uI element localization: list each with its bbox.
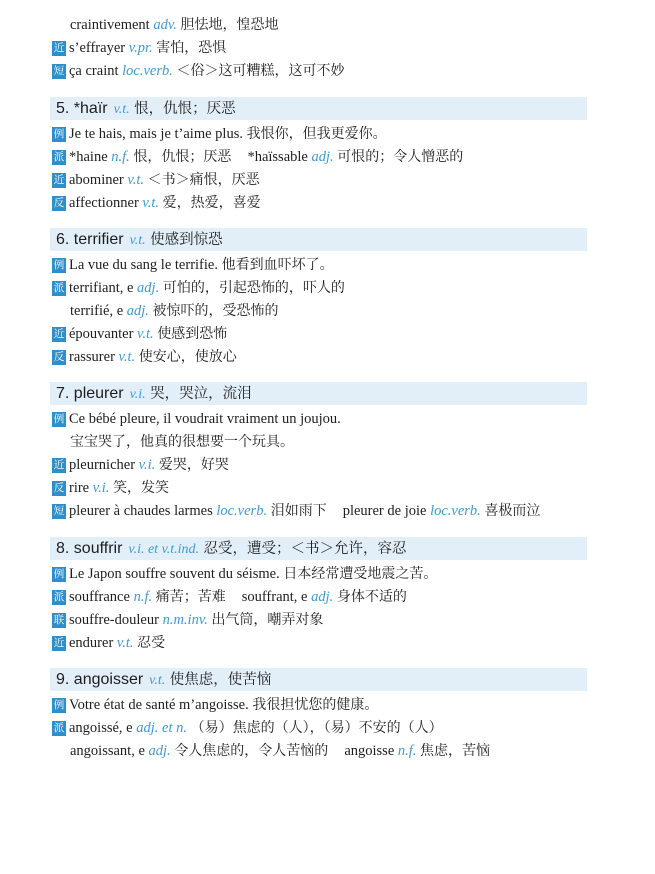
french-term: rassurer <box>69 349 115 365</box>
part-of-speech: v.t. <box>129 233 146 248</box>
chinese-meaning: 忍受 <box>137 635 166 651</box>
french-term: *haine <box>69 149 108 165</box>
french-term: angoissé, e <box>69 720 133 736</box>
part-of-speech: v.i. et v.t.ind. <box>128 542 200 557</box>
chinese-meaning: 爱哭，好哭 <box>158 457 229 473</box>
part-of-speech: v.i. <box>138 457 156 473</box>
example-tag: 例 <box>53 568 65 580</box>
chinese-meaning: 令人焦虑的，令人苦恼的 <box>174 743 329 759</box>
part-of-speech: v.i. <box>92 480 110 496</box>
part-of-speech: n.f. <box>111 149 130 165</box>
entry-line <box>52 60 345 82</box>
part-of-speech: adj. <box>148 743 171 759</box>
synonym-line <box>52 632 165 654</box>
entry-header-hair <box>50 97 587 120</box>
synonym-line <box>52 454 229 476</box>
antonym-tag: 反 <box>53 197 65 209</box>
derivative-line <box>52 277 345 299</box>
entry-headword: 9. angoisser <box>56 671 144 688</box>
french-term: abominer <box>69 172 124 188</box>
part-of-speech: v.pr. <box>128 40 153 56</box>
part-of-speech: adv. <box>153 17 177 33</box>
part-of-speech: v.t. <box>137 326 154 342</box>
french-term: pleurer à chaudes larmes <box>69 503 213 519</box>
french-term: angoisse <box>344 743 395 759</box>
synonym-tag: 近 <box>53 328 65 340</box>
example-line <box>52 694 378 716</box>
derivative-line <box>70 300 279 322</box>
chinese-meaning: 出气筒，嘲弄对象 <box>211 612 324 628</box>
part-of-speech: loc.verb. <box>430 503 481 519</box>
derivative-tag: 派 <box>53 722 65 734</box>
chinese-meaning: 身体不适的 <box>336 589 407 605</box>
derivative-tag: 派 <box>53 591 65 603</box>
part-of-speech: v.t. <box>149 673 166 688</box>
phrase-line <box>52 500 540 522</box>
part-of-speech: v.t. <box>113 102 130 117</box>
french-sentence: La vue du sang le terrifie. <box>69 257 218 273</box>
example-tag: 例 <box>53 259 65 271</box>
french-term: endurer <box>69 635 114 651</box>
antonym-line <box>52 346 237 368</box>
chinese-meaning: 恨，仇恨；厌恶 <box>134 101 236 117</box>
derivative-line <box>52 586 407 608</box>
entry-header-souffrir <box>50 537 587 560</box>
entry-line <box>52 37 226 59</box>
part-of-speech: n.f. <box>397 743 417 759</box>
synonym-line <box>52 323 227 345</box>
part-of-speech: v.i. <box>129 387 146 402</box>
chinese-meaning: 喜极而泣 <box>484 503 541 519</box>
entry-header-terrifier <box>50 228 587 251</box>
part-of-speech: adj. <box>311 149 334 165</box>
example-line <box>52 408 341 430</box>
chinese-meaning: （易）焦虑的（人），（易）不安的（人） <box>190 720 443 736</box>
french-term: terrifié, e <box>70 303 124 319</box>
chinese-meaning: 被惊吓的，受恐怖的 <box>152 303 279 319</box>
french-term: angoissant, e <box>70 743 145 759</box>
french-term: souffrance <box>69 589 130 605</box>
part-of-speech: adj. et n. <box>136 720 187 736</box>
chinese-meaning: 爱，热爱，喜爱 <box>162 195 261 211</box>
entry-header-pleurer <box>50 382 587 405</box>
chinese-meaning: 使安心，使放心 <box>138 349 237 365</box>
derivative-line <box>70 740 490 762</box>
example-translation-line <box>70 431 294 453</box>
french-sentence: Le Japon souffre souvent du séisme. <box>69 566 280 582</box>
french-term: souffre-douleur <box>69 612 159 628</box>
derivative-line <box>52 717 443 739</box>
french-term: épouvanter <box>69 326 134 342</box>
derivative-tag: 派 <box>53 282 65 294</box>
chinese-translation: 宝宝哭了，他真的很想要一个玩具。 <box>70 434 294 450</box>
french-term: *haïssable <box>247 149 308 165</box>
french-term: rire <box>69 480 90 496</box>
antonym-line <box>52 477 169 499</box>
french-term: affectionner <box>69 195 139 211</box>
chinese-meaning: 笑，发笑 <box>113 480 170 496</box>
chinese-meaning: 可恨的；令人憎恶的 <box>337 149 464 165</box>
part-of-speech: n.f. <box>133 589 153 605</box>
derivative-tag: 派 <box>53 151 65 163</box>
chinese-meaning: 使焦虑，使苦恼 <box>169 672 272 688</box>
chinese-meaning: 可怕的，引起恐怖的，吓人的 <box>162 280 345 296</box>
chinese-meaning: ＜书＞痛恨，厌恶 <box>147 172 260 188</box>
synonym-tag: 近 <box>53 459 65 471</box>
synonym-tag: 近 <box>53 637 65 649</box>
chinese-meaning: 哭，哭泣，流泪 <box>150 386 252 402</box>
chinese-translation: 他看到血吓坏了。 <box>221 257 334 273</box>
antonym-tag: 反 <box>53 351 65 363</box>
chinese-meaning: 胆怯地，惶恐地 <box>180 17 279 33</box>
phrase-tag: 短 <box>53 65 65 77</box>
french-term: souffrant, e <box>241 589 308 605</box>
synonym-line <box>52 169 260 191</box>
derivative-line <box>52 146 463 168</box>
example-line <box>52 254 334 276</box>
part-of-speech: loc.verb. <box>122 63 173 79</box>
chinese-meaning: 忍受，遭受；＜书＞允许，容忍 <box>203 541 407 557</box>
chinese-meaning: 害怕，恐惧 <box>156 40 227 56</box>
example-tag: 例 <box>53 699 65 711</box>
part-of-speech: v.t. <box>142 195 160 211</box>
part-of-speech: n.m.inv. <box>162 612 208 628</box>
entry-header-angoisser <box>50 668 587 691</box>
synonym-tag: 近 <box>53 174 65 186</box>
related-line <box>52 609 323 631</box>
part-of-speech: v.t. <box>118 349 136 365</box>
french-term: craintivement <box>70 17 150 33</box>
entry-headword: 6. terrifier <box>56 231 124 248</box>
part-of-speech: loc.verb. <box>216 503 268 519</box>
chinese-meaning: 泪如雨下 <box>270 503 327 519</box>
antonym-tag: 反 <box>53 482 65 494</box>
entry-headword: 5. *haïr <box>56 100 108 117</box>
entry-headword: 7. pleurer <box>56 385 124 402</box>
chinese-meaning: 痛苦；苦难 <box>155 589 226 605</box>
phrase-tag: 短 <box>53 505 65 517</box>
french-sentence: Je te hais, mais je t’aime plus. <box>69 126 243 142</box>
chinese-meaning: 恨，仇恨；厌恶 <box>133 149 232 165</box>
synonym-tag: 近 <box>53 42 65 54</box>
part-of-speech: v.t. <box>116 635 134 651</box>
chinese-meaning: ＜俗＞这可糟糕，这可不妙 <box>176 63 345 79</box>
french-sentence: Votre état de santé m’angoisse. <box>69 697 249 713</box>
chinese-meaning: 使感到惊恐 <box>150 232 223 248</box>
french-term: s’effrayer <box>69 40 126 56</box>
part-of-speech: adj. <box>126 303 149 319</box>
chinese-translation: 我恨你，但我更爱你。 <box>246 126 387 142</box>
example-tag: 例 <box>53 128 65 140</box>
part-of-speech: adj. <box>311 589 334 605</box>
example-tag: 例 <box>53 413 65 425</box>
french-term: pleurer de joie <box>342 503 427 519</box>
part-of-speech: v.t. <box>127 172 145 188</box>
example-line <box>52 563 437 585</box>
chinese-translation: 我很担忧您的健康。 <box>252 697 379 713</box>
chinese-meaning: 使感到恐怖 <box>157 326 228 342</box>
french-term: pleurnicher <box>69 457 136 473</box>
entry-headword: 8. souffrir <box>56 540 123 557</box>
french-term: ça craint <box>69 63 119 79</box>
chinese-meaning: 焦虑，苦恼 <box>420 743 491 759</box>
entry-line <box>70 14 278 36</box>
related-tag: 联 <box>53 614 65 626</box>
example-line <box>52 123 387 145</box>
french-term: terrifiant, e <box>69 280 134 296</box>
part-of-speech: adj. <box>137 280 160 296</box>
chinese-translation: 日本经常遭受地震之苦。 <box>283 566 438 582</box>
french-sentence: Ce bébé pleure, il voudrait vraiment un joujou. <box>69 411 341 427</box>
antonym-line <box>52 192 261 214</box>
